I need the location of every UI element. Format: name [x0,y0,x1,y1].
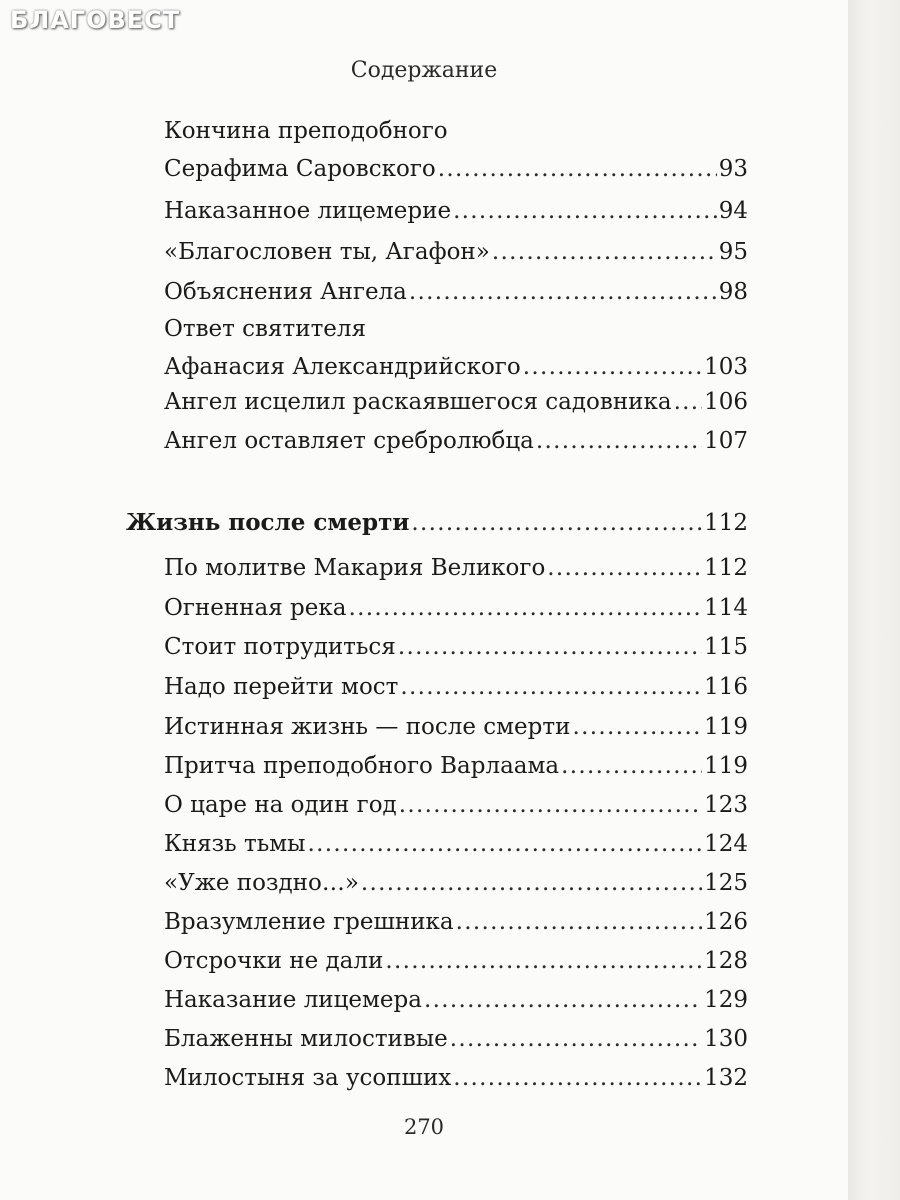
toc-entry-row [164,196,748,226]
toc-entry-title: Князь тьмы [164,831,306,857]
toc-entry-row [164,672,748,702]
dot-leader [411,508,702,538]
toc-entry-title-line: Кончина преподобного [164,118,448,144]
page-number: 270 [403,1115,445,1139]
toc-section-row [126,508,748,538]
dot-leader [398,632,702,662]
toc-entry-title: О царе на один год [164,792,397,818]
toc-entry-page: 119 [704,714,748,740]
dot-leader [400,672,702,702]
toc-entry-row [164,426,748,456]
toc-entry-row [164,712,748,742]
dot-leader [561,751,702,781]
toc-entry-title: Блаженны милостивые [164,1026,448,1052]
toc-entry-page: 116 [704,674,748,700]
toc-entry-row [164,1063,748,1093]
dot-leader [536,426,702,456]
toc-entry-page: 94 [718,198,748,224]
toc-entry-row [164,829,748,859]
toc-entry-title: Притча преподобного Варлаама [164,753,560,779]
toc-entry-title: Вразумление грешника [164,909,454,935]
toc-entry-title: Надо перейти мост [164,674,399,700]
toc-entry-page: 124 [704,831,748,857]
toc-entry-row [164,387,748,417]
toc-entry-page: 106 [704,389,748,415]
toc-entry-page: 128 [704,948,748,974]
toc-entry-title: «Уже поздно…» [164,870,359,896]
toc-entry-title: По молитве Макария Великого [164,555,546,581]
toc-entry-title: Ангел оставляет сребролюбца [164,428,534,454]
toc-entry-page: 93 [718,156,748,182]
toc-entry-page: 98 [718,279,748,305]
dot-leader [361,868,702,898]
toc-entry-page: 95 [718,239,748,265]
toc-entry-row [164,632,748,662]
dot-leader [456,907,702,937]
dot-leader [453,196,717,226]
toc-entry-title: Огненная река [164,595,347,621]
dot-leader [385,946,702,976]
dot-leader [453,1063,702,1093]
dot-leader [438,154,717,184]
toc-entry-page: 114 [704,595,748,621]
toc-entry-title: Объяснения Ангела [164,279,407,305]
toc-entry-row [164,868,748,898]
toc-entry-page: 126 [704,909,748,935]
toc-entry-title: Наказанное лицемерие [164,198,452,224]
toc-entry-title: Отсрочки не дали [164,948,384,974]
toc-entry-title: Ангел исцелил раскаявшегося садовника [164,389,672,415]
toc-entry-row [164,1024,748,1054]
toc-entry-page: 107 [704,428,748,454]
toc-entry-row [164,907,748,937]
toc-entry-row [164,985,748,1015]
toc-entry-page: 123 [704,792,748,818]
toc-entry-page: 119 [704,753,748,779]
watermark-logo: БЛАГОВЕСТ [10,6,181,34]
toc-entry-title: Милостыня за усопших [164,1065,452,1091]
toc-entry-title: Наказание лицемера [164,987,422,1013]
dot-leader [492,237,717,267]
toc-entry-row [164,946,748,976]
dot-leader [674,387,703,417]
toc-entry-row [164,553,748,583]
dot-leader [523,352,702,382]
toc-entry-title: Серафима Саровского [164,156,436,182]
toc-section-title: Жизнь после смерти [126,509,410,536]
toc-entry-row [164,352,748,382]
toc-entry-title-line: Ответ святителя [164,316,367,342]
dot-leader [424,985,702,1015]
dot-leader [572,712,702,742]
dot-leader [450,1024,702,1054]
toc-section-page: 112 [704,510,748,536]
toc-entry-row [164,751,748,781]
toc-entry-title: «Благословен ты, Агафон» [164,239,490,265]
toc-entry-page: 130 [704,1026,748,1052]
dot-leader [547,553,702,583]
toc-entry-title: Стоит потрудиться [164,634,396,660]
toc-entry-title: Истинная жизнь — после смерти [164,714,571,740]
toc-entry-title: Афанасия Александрийского [164,354,521,380]
dot-leader [307,829,702,859]
toc-entry-row [164,790,748,820]
dot-leader [399,790,702,820]
dot-leader [409,277,717,307]
toc-entry-page: 132 [704,1065,748,1091]
dot-leader [348,593,702,623]
toc-entry-page: 103 [704,354,748,380]
toc-entry-page: 125 [704,870,748,896]
toc-entry-row [164,237,748,267]
running-head: Содержание [350,58,498,83]
page-edge [848,0,900,1200]
toc-entry-page: 129 [704,987,748,1013]
toc-entry-row [164,593,748,623]
toc-entry-row [164,277,748,307]
toc-entry-row [164,154,748,184]
toc-entry-page: 115 [704,634,748,660]
toc-entry-page: 112 [704,555,748,581]
